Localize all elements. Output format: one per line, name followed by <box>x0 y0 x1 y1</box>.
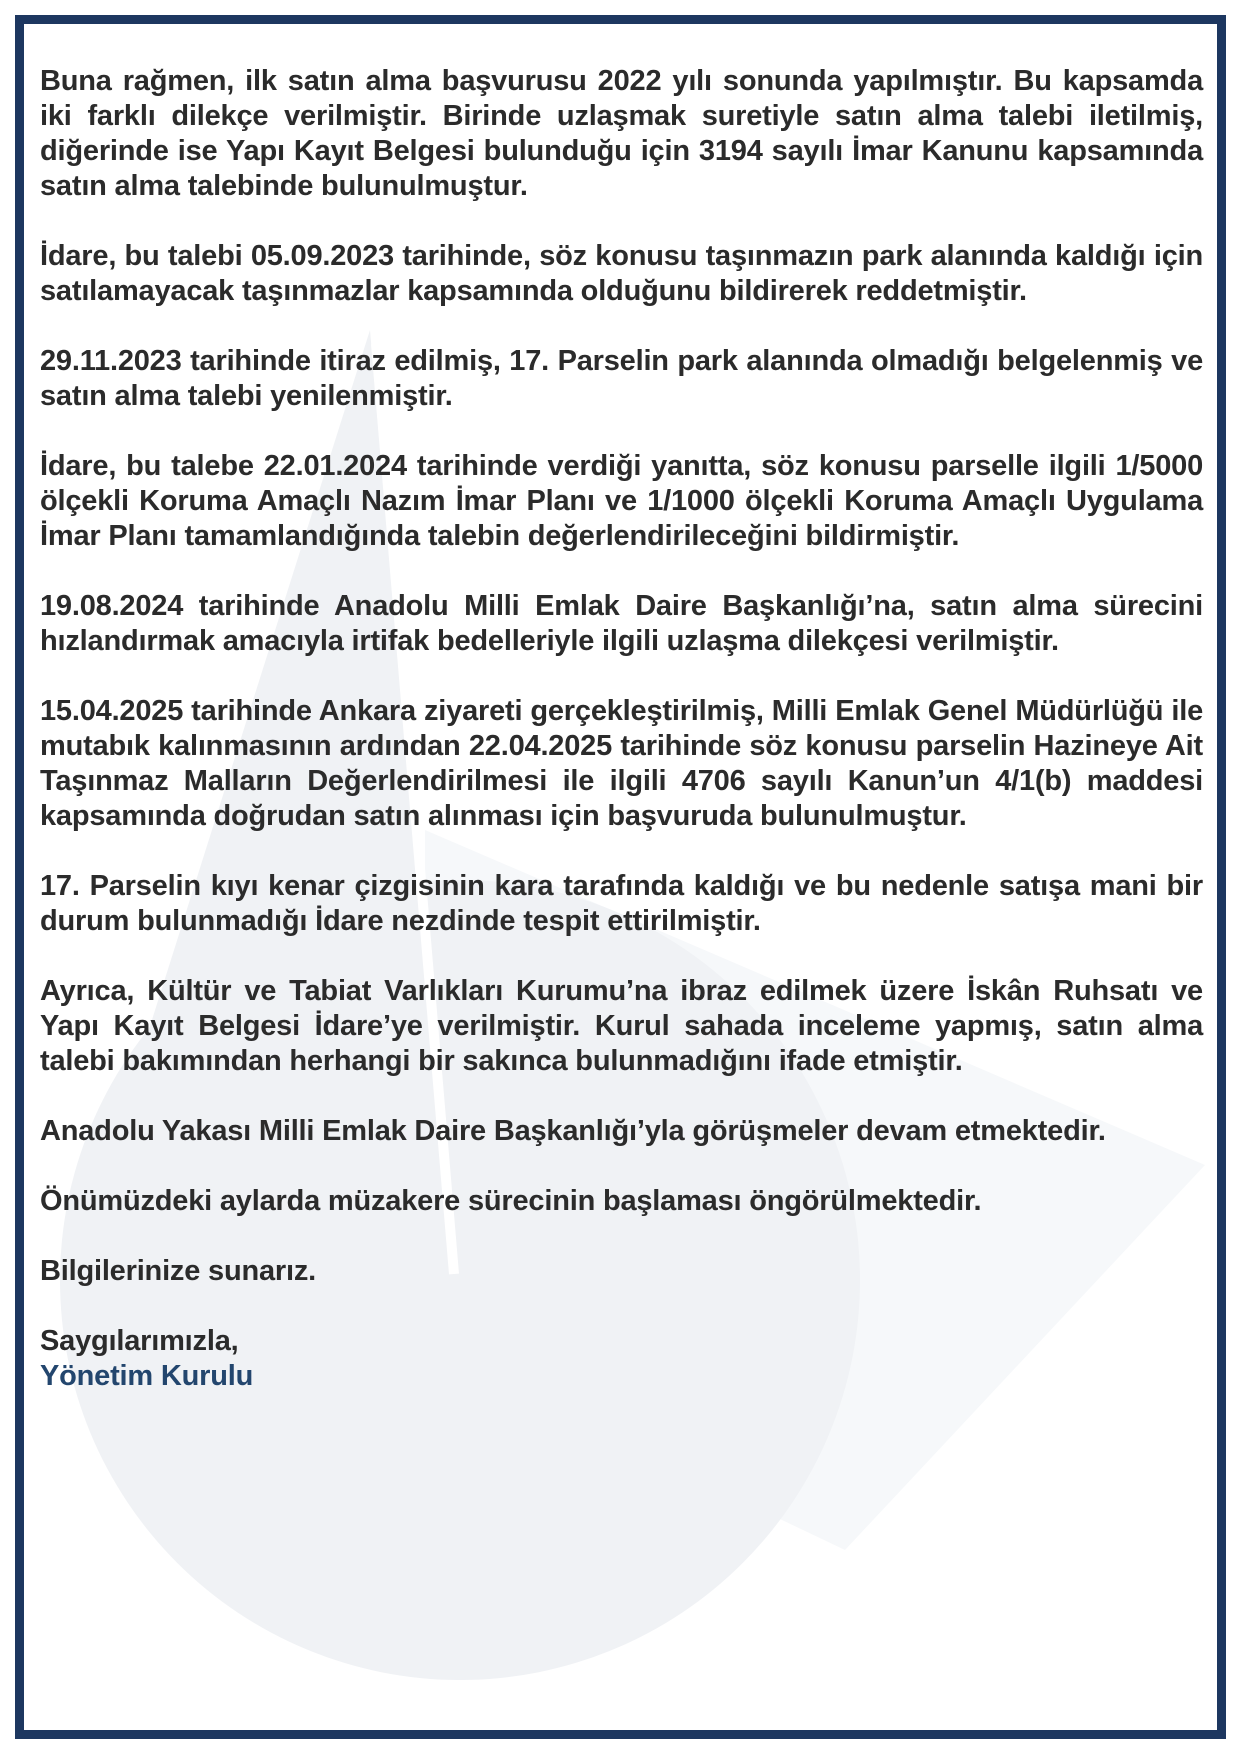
paragraph-10: Önümüzdeki aylarda müzakere sürecinin başlaması öngörülmektedir. <box>40 1185 982 1217</box>
paragraph-3: 29.11.2023 tarihinde itiraz edilmiş, 17. Parselin park alanında olmadığı belgelenmiş ve satın alma talebi yenilenmiştir. <box>40 345 1203 412</box>
letter-body <box>40 64 1203 1394</box>
paragraph-8: Ayrıca, Kültür ve Tabiat Varlıkları Kurumu’na ibraz edilmek üzere İskân Ruhsatı ve Yapı Kayıt Belgesi İdare’ye verilmiştir. Kurul sahada inceleme yapmış, satın alma talebi bakımından herhangi bir sakınca bulunmadığını ifade etmiştir. <box>40 975 1203 1077</box>
signature-board-name: Yönetim Kurulu <box>40 1360 254 1392</box>
paragraph-7: 17. Parselin kıyı kenar çizgisinin kara tarafında kaldığı ve bu nedenle satışa mani bir durum bulunmadığı İdare nezdinde tespit ettirilmiştir. <box>40 870 1203 937</box>
paragraph-4: İdare, bu talebe 22.01.2024 tarihinde verdiği yanıtta, söz konusu parselle ilgili 1/5000 ölçekli Koruma Amaçlı Nazım İmar Planı ve 1/1000 ölçekli Koruma Amaçlı Uygulama İmar Planı tamamlandığında talebin değerlendirileceğini bildirmiştir. <box>40 450 1203 552</box>
paragraph-11: Bilgilerinize sunarız. <box>40 1255 316 1287</box>
paragraph-9: Anadolu Yakası Milli Emlak Daire Başkanlığı’yla görüşmeler devam etmektedir. <box>40 1115 1106 1147</box>
paragraph-6: 15.04.2025 tarihinde Ankara ziyareti gerçekleştirilmiş, Milli Emlak Genel Müdürlüğü ile mutabık kalınmasının ardından 22.04.2025 tarihinde söz konusu parselin Hazineye Ait Taşınmaz Malların Değerlendirilmesi ile ilgili 4706 sayılı Kanun’un 4/1(b) maddesi kapsamında doğrudan satın alınması için başvuruda bulunulmuştur. <box>40 695 1203 832</box>
paragraph-5: 19.08.2024 tarihinde Anadolu Milli Emlak Daire Başkanlığı’na, satın alma sürecini hızlandırmak amacıyla irtifak bedelleriyle ilgili uzlaşma dilekçesi verilmiştir. <box>40 590 1203 657</box>
closing-salutation: Saygılarımızla, <box>40 1325 239 1357</box>
paragraph-1: Buna rağmen, ilk satın alma başvurusu 2022 yılı sonunda yapılmıştır. Bu kapsamda iki farklı dilekçe verilmiştir. Birinde uzlaşmak suretiyle satın alma talebi iletilmiş, diğerinde ise Yapı Kayıt Belgesi bulunduğu için 3194 sayılı İmar Kanunu kapsamında satın alma talebinde bulunulmuştur. <box>40 65 1203 202</box>
paragraph-2: İdare, bu talebi 05.09.2023 tarihinde, söz konusu taşınmazın park alanında kaldığı için satılamayacak taşınmazlar kapsamında olduğunu bildirerek reddetmiştir. <box>40 240 1203 307</box>
